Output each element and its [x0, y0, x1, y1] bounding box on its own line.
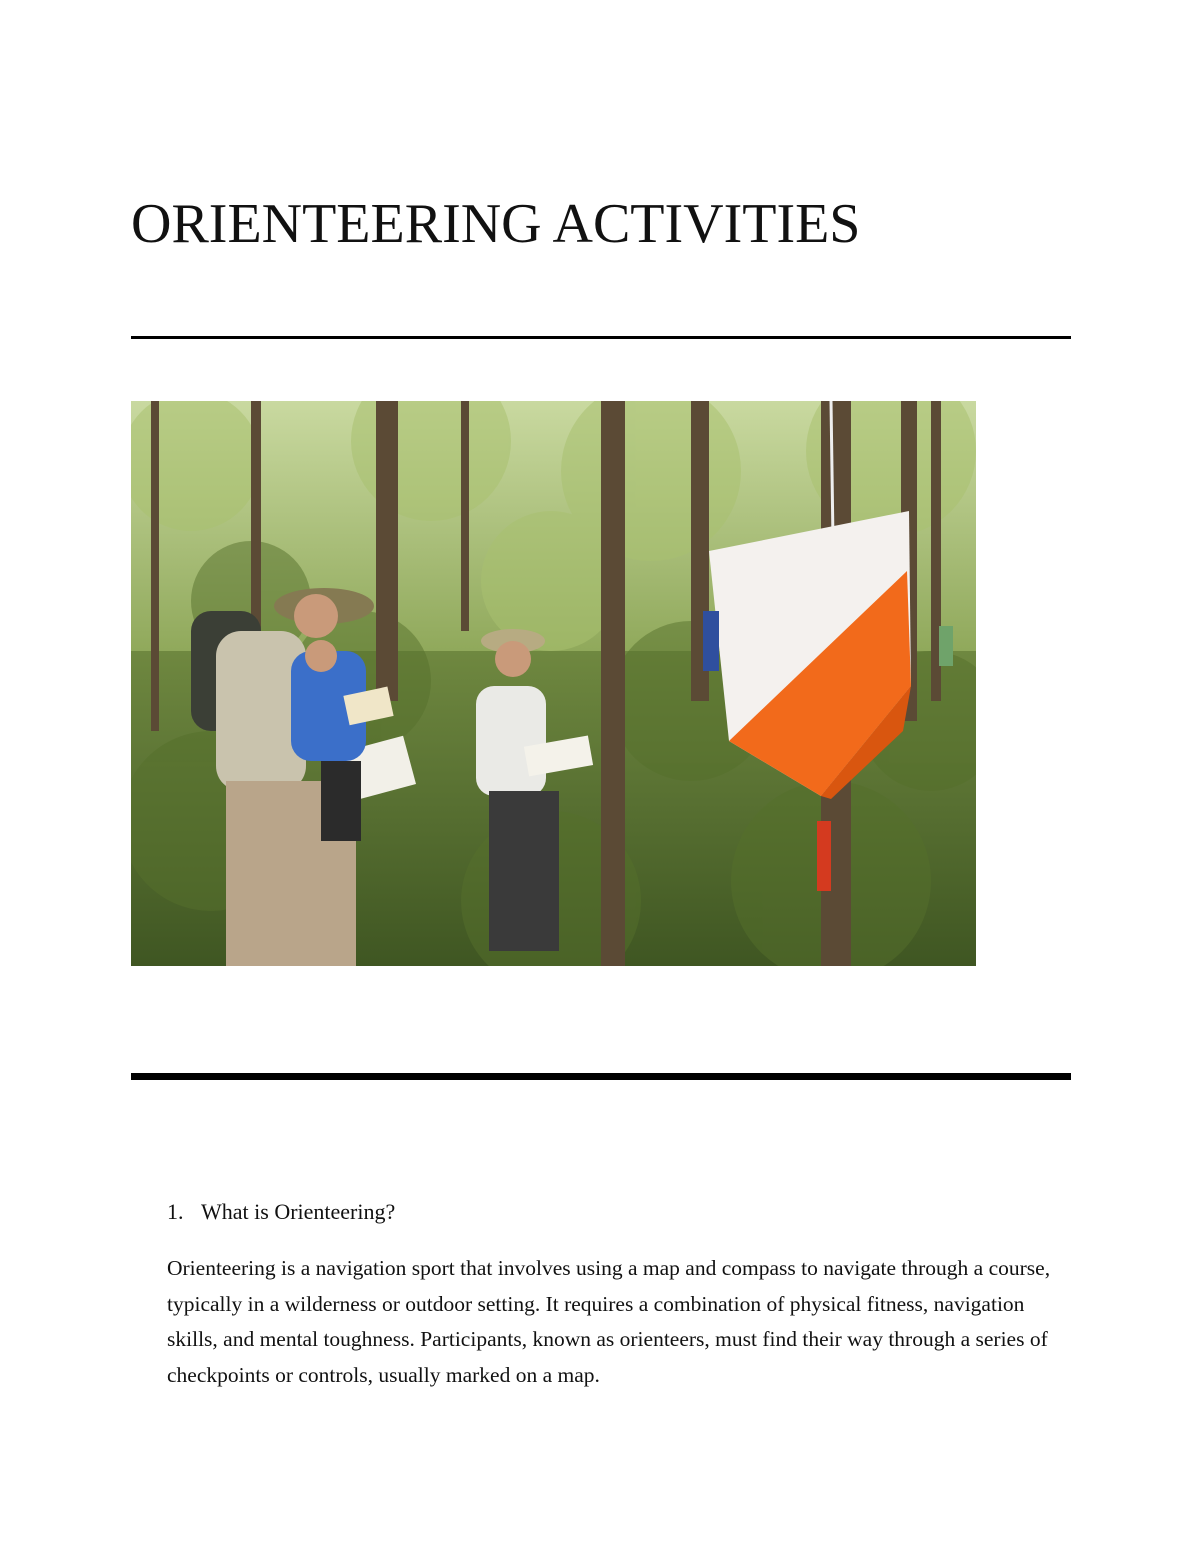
section-divider — [131, 1073, 1071, 1080]
orienteering-photo — [131, 401, 976, 966]
document-title: ORIENTEERING ACTIVITIES — [131, 193, 861, 255]
title-divider — [131, 336, 1071, 339]
section-paragraph: Orienteering is a navigation sport that involves using a map and compass to navigate through a course, typically in a wilderness or outdoor setting. It requires a combination of physical fitness, navigation skills, and mental toughness. Participants, known as orienteers, must find their way through a series of checkpoints or controls, usually marked on a map. — [167, 1256, 1051, 1387]
section-heading-text: What is Orienteering? — [201, 1199, 396, 1224]
section-number: 1. — [167, 1199, 184, 1224]
section-heading — [167, 1196, 1067, 1228]
section-what-is-orienteering — [167, 1196, 1067, 1393]
